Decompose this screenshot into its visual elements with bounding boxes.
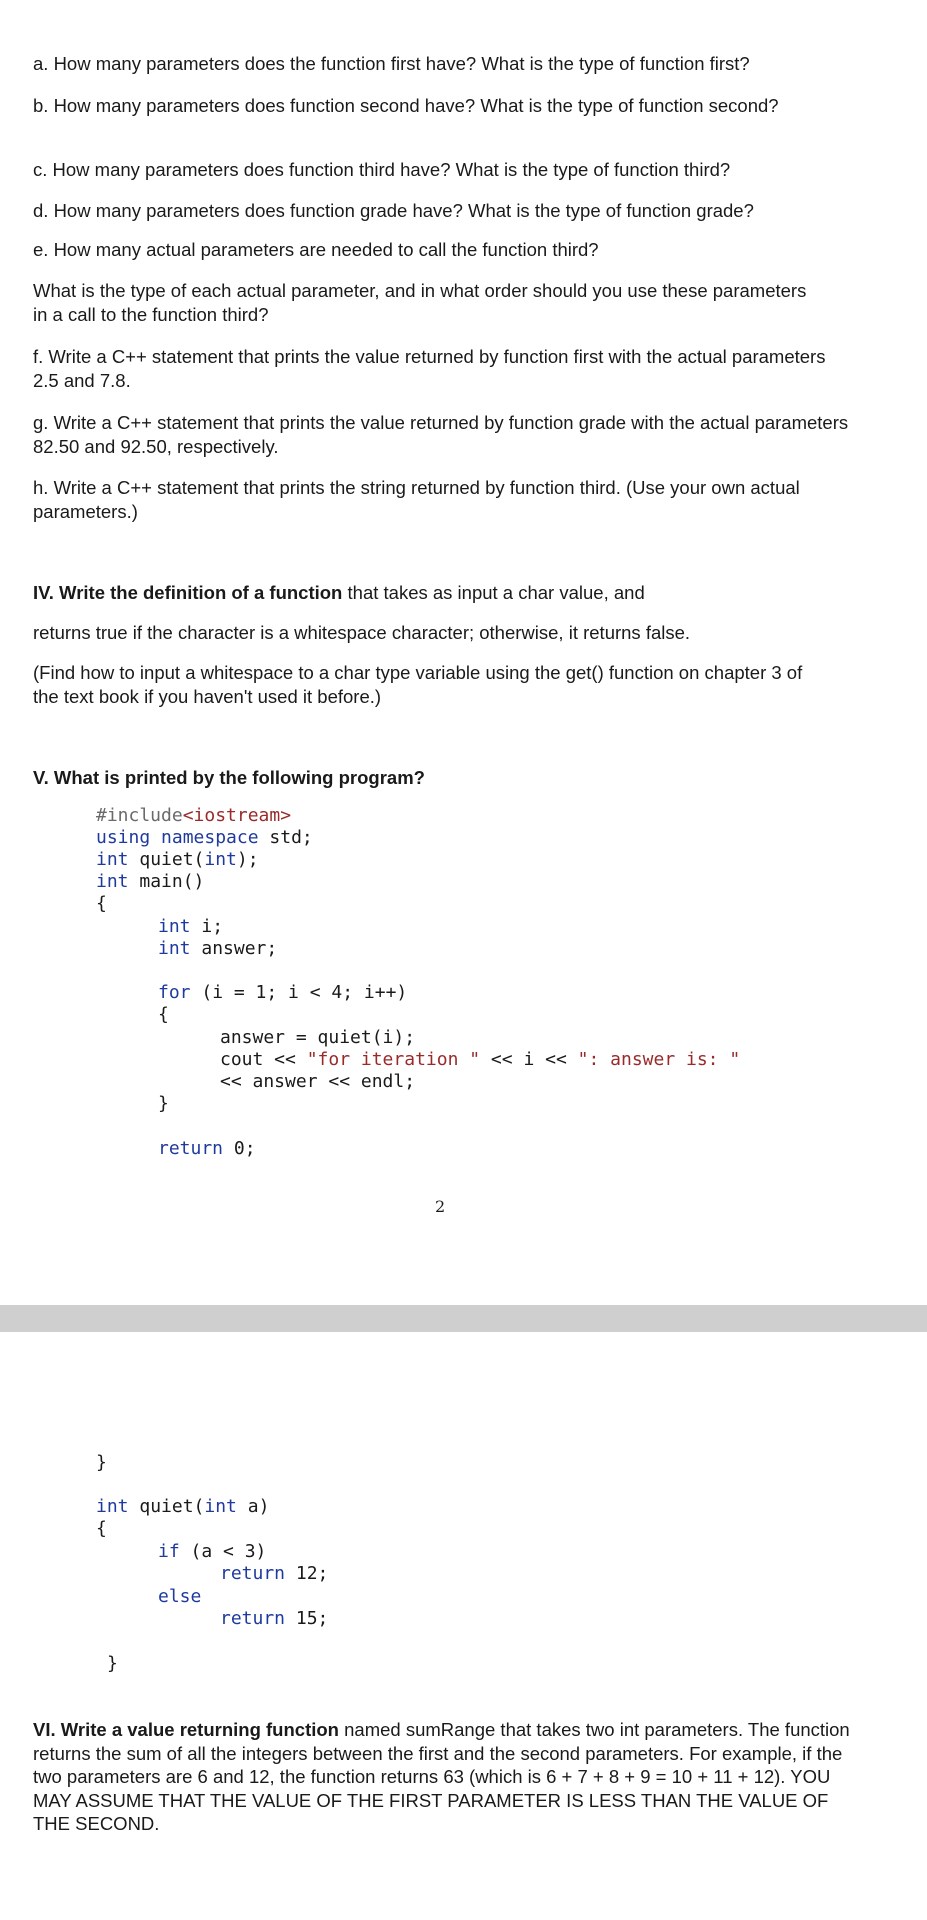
section-v-heading: V. What is printed by the following program? <box>33 767 425 788</box>
code-block-quiet-signature: int quiet(int a) { <box>96 1496 270 1539</box>
code-block-for: for (i = 1; i < 4; i++) { <box>158 982 408 1025</box>
code-block-quiet-function: } <box>96 1452 107 1473</box>
section-iv-title <box>33 581 863 605</box>
code-block-quiet-return12: return 12; <box>220 1563 329 1584</box>
question-e-detail: What is the type of each actual parameter, and in what order should you use these parameters in a call to the function third? <box>33 280 807 325</box>
code-block-quiet-else: else <box>158 1586 202 1607</box>
code-block-quiet-if: if (a < 3) <box>158 1541 267 1562</box>
section-iv-line2: returns true if the character is a whitespace character; otherwise, it returns false. <box>33 622 691 643</box>
section-vi <box>33 1718 863 1836</box>
question-g: g. Write a C++ statement that prints the value returned by function grade with the actual parameters 82.50 and 92.50, respectively. <box>33 412 849 457</box>
code-block-close: } <box>158 1093 169 1114</box>
code-block-quiet-return15: return 15; <box>220 1608 329 1629</box>
question-b: b. How many parameters does function second have? What is the type of function second? <box>33 95 779 116</box>
question-e: e. How many actual parameters are needed to call the function third? <box>33 239 599 260</box>
question-c: c. How many parameters does function third have? What is the type of function third? <box>33 159 731 180</box>
section-iv-bold: IV. Write the definition of a function <box>33 582 343 603</box>
code-block-declarations: int i; int answer; <box>158 916 278 959</box>
code-block-main: #include<iostream> using namespace std; int quiet(int); int main() { <box>96 805 313 914</box>
question-f: f. Write a C++ statement that prints the value returned by function first with the actual parameters 2.5 and 7.8. <box>33 346 826 391</box>
page-separator <box>0 1305 927 1332</box>
section-vi-rest: named sumRange that takes two int parameters. The function returns the sum of all the integers between the first and the second parameters. For example, if the two parameters are 6 and 12, the function returns 63 (which is 6 + 7 + 8 + 9 = 10 + 11 + 12). YOU MAY ASSUME THAT THE VALUE OF THE FIRST PARAMETER IS LESS THAN THE VALUE OF THE SECOND. <box>33 1719 850 1834</box>
question-d: d. How many parameters does function grade have? What is the type of function grade? <box>33 200 754 221</box>
code-block-quiet-close: } <box>107 1653 118 1674</box>
code-block-return: return 0; <box>158 1138 256 1159</box>
question-h: h. Write a C++ statement that prints the string returned by function third. (Use your own actual parameters.) <box>33 477 800 522</box>
question-a: a. How many parameters does the function first have? What is the type of function first? <box>33 53 750 74</box>
document-page-2 <box>0 1332 927 1920</box>
section-iv-rest: that takes as input a char value, and <box>342 582 645 603</box>
section-iv-note: (Find how to input a whitespace to a char type variable using the get() function on chapter 3 of the text book if you haven't used it before.) <box>33 662 803 707</box>
code-block-loop-body: answer = quiet(i); cout << "for iteration " << i << ": answer is: " << answer << endl; <box>220 1027 741 1092</box>
page-number: 2 <box>435 1197 446 1216</box>
section-vi-bold: VI. Write a value returning function <box>33 1719 339 1740</box>
